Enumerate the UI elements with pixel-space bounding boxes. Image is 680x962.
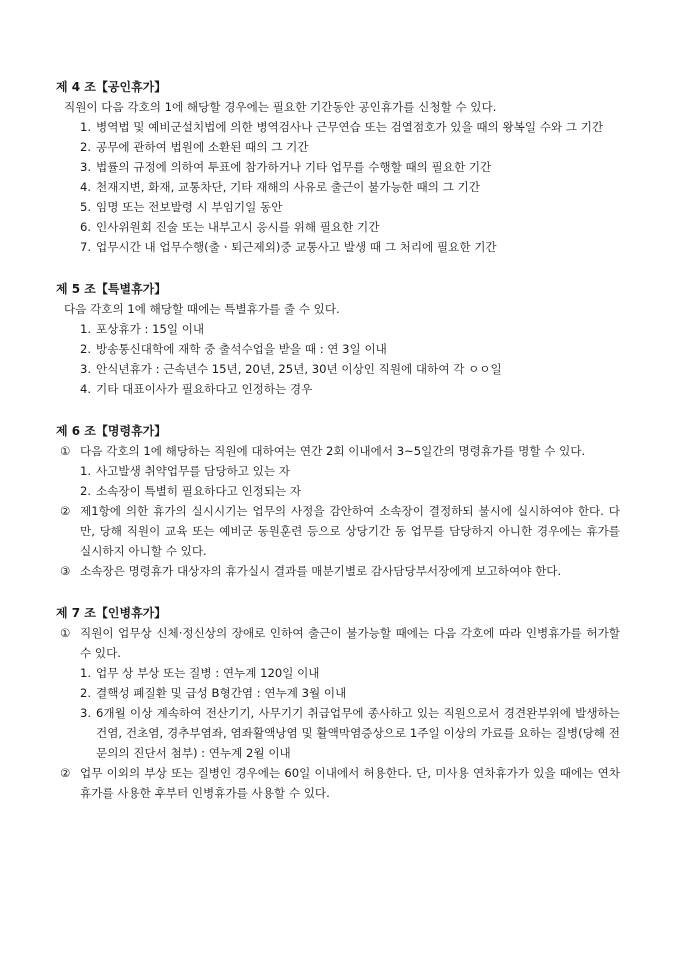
article-title: 제 4 조【공인휴가】 (56, 80, 167, 94)
list-item: 7. 업무시간 내 업무수행(출ㆍ퇴근제외)중 교통사고 발생 때 그 처리에 필요한 기간 (80, 240, 497, 254)
list-item: 2. 결핵성 폐질환 및 급성 B형간염 : 연누계 3월 이내 (80, 686, 347, 700)
article-5 (56, 279, 620, 399)
article-6 (56, 421, 620, 581)
article-7 (56, 603, 620, 803)
list-item: 6. 인사위원회 진술 또는 내부고시 응시를 위해 필요한 기간 (80, 220, 380, 234)
list-item: 1. 포상휴가 : 15일 이내 (80, 322, 205, 336)
article-intro: 다음 각호의 1에 해당할 때에는 특별휴가를 줄 수 있다. (64, 302, 340, 316)
article-intro: 직원이 다음 각호의 1에 해당할 경우에는 필요한 기간동안 공인휴가를 신청할 수 있다. (64, 100, 497, 114)
list-item: 3. 안식년휴가 : 근속년수 15년, 20년, 25년, 30년 이상인 직원에 대하여 각 ㅇㅇ일 (80, 362, 502, 376)
paragraph: ② 업무 이외의 부상 또는 질병인 경우에는 60일 이내에서 허용한다. 단, 미사용 연차휴가가 있을 때에는 연차휴가를 사용한 후부터 인병휴가를 사용할 수 있다. (60, 766, 620, 800)
paragraph: ② 제1항에 의한 휴가의 실시시기는 업무의 사정을 감안하여 소속장이 결정하되 불시에 실시하여야 한다. 다만, 당해 직원이 교육 또는 예비군 동원훈련 등으로 상당기간 동 업무를 담당하지 아니한 경우에는 휴가를 실시하지 아니할 수 있다. (60, 504, 620, 558)
list-item: 2. 방송통신대학에 재학 중 출석수업을 받을 때 : 연 3일 이내 (80, 342, 387, 356)
list-item: 3. 법률의 규정에 의하여 투표에 참가하거나 기타 업무를 수행할 때의 필요한 기간 (80, 160, 492, 174)
paragraph: ③ 소속장은 명령휴가 대상자의 휴가실시 결과를 매분기별로 감사담당부서장에게 보고하여야 한다. (60, 564, 562, 578)
paragraph: ① 직원이 업무상 신체·정신상의 장애로 인하여 출근이 불가능할 때에는 다음 각호에 따라 인병휴가를 허가할 수 있다. (60, 626, 620, 660)
list-item: 1. 업무 상 부상 또는 질병 : 연누계 120일 이내 (80, 666, 320, 680)
list-item: 2. 소속장이 특별히 필요하다고 인정되는 자 (80, 484, 302, 498)
list-item: 5. 임명 또는 전보발령 시 부임기일 동안 (80, 200, 283, 214)
article-title: 제 5 조【특별휴가】 (56, 282, 167, 296)
article-title: 제 6 조【명령휴가】 (56, 424, 167, 438)
list-item: 4. 기타 대표이사가 필요하다고 인정하는 경우 (80, 382, 313, 396)
article-4 (56, 77, 620, 257)
list-item: 3. 6개월 이상 계속하여 전산기기, 사무기기 취급업무에 종사하고 있는 직원으로서 경견완부위에 발생하는 건염, 건초염, 경추부염좌, 염좌활액낭염 및 활액막염증상으로 1주일 이상의 가료를 요하는 질병(당해 전문의의 진단서 첨부) : 연누계 2월 이내 (80, 706, 620, 760)
list-item: 2. 공무에 관하여 법원에 소환된 때의 그 기간 (80, 140, 309, 154)
list-item: 1. 사고발생 취약업무를 담당하고 있는 자 (80, 464, 290, 478)
list-item: 4. 천재지변, 화재, 교통차단, 기타 재해의 사유로 출근이 불가능한 때의 그 기간 (80, 180, 480, 194)
paragraph: ① 다음 각호의 1에 해당하는 직원에 대하여는 연간 2회 이내에서 3~5일간의 명령휴가를 명할 수 있다. (60, 444, 586, 458)
list-item: 1. 병역법 및 예비군설치법에 의한 병역검사나 근무연습 또는 검열점호가 있을 때의 왕복일 수와 그 기간 (80, 120, 604, 134)
article-title: 제 7 조【인병휴가】 (56, 606, 167, 620)
